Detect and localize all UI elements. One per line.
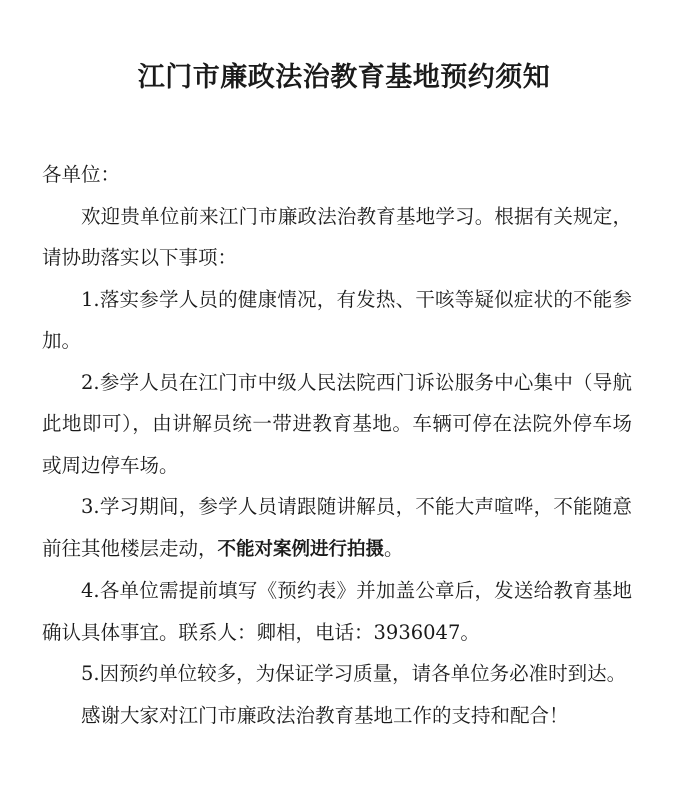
page-title: 江门市廉政法治教育基地预约须知	[137, 62, 551, 93]
closing-paragraph: 感谢大家对江门市廉政法治教育基地工作的支持和配合！	[81, 703, 569, 727]
item-3-tail: 。	[384, 536, 404, 560]
intro-paragraph: 欢迎贵单位前来江门市廉政法治教育基地学习。根据有关规定，请协助落实以下事项：	[42, 204, 632, 269]
item-3-text: 3.学习期间，参学人员请跟随讲解员，不能大声喧哗，不能随意前往其他楼层走动，	[42, 495, 632, 560]
item-1: 1.落实参学人员的健康情况，有发热、干咳等疑似症状的不能参加。	[42, 287, 632, 352]
item-3	[42, 486, 632, 570]
salutation: 各单位：	[42, 163, 121, 186]
item-5: 5.因预约单位较多，为保证学习质量，请各单位务必准时到达。	[81, 662, 627, 685]
notice-body	[42, 154, 632, 736]
item-4: 4.各单位需提前填写《预约表》并加盖公章后，发送给教育基地确认具体事宜。联系人：卿相，电话：3936047。	[42, 579, 632, 644]
item-3-bold-warning: 不能对案例进行拍摄	[217, 538, 385, 560]
item-2: 2.参学人员在江门市中级人民法院西门诉讼服务中心集中（导航此地即可），由讲解员统一带进教育基地。车辆可停在法院外停车场或周边停车场。	[42, 370, 632, 477]
